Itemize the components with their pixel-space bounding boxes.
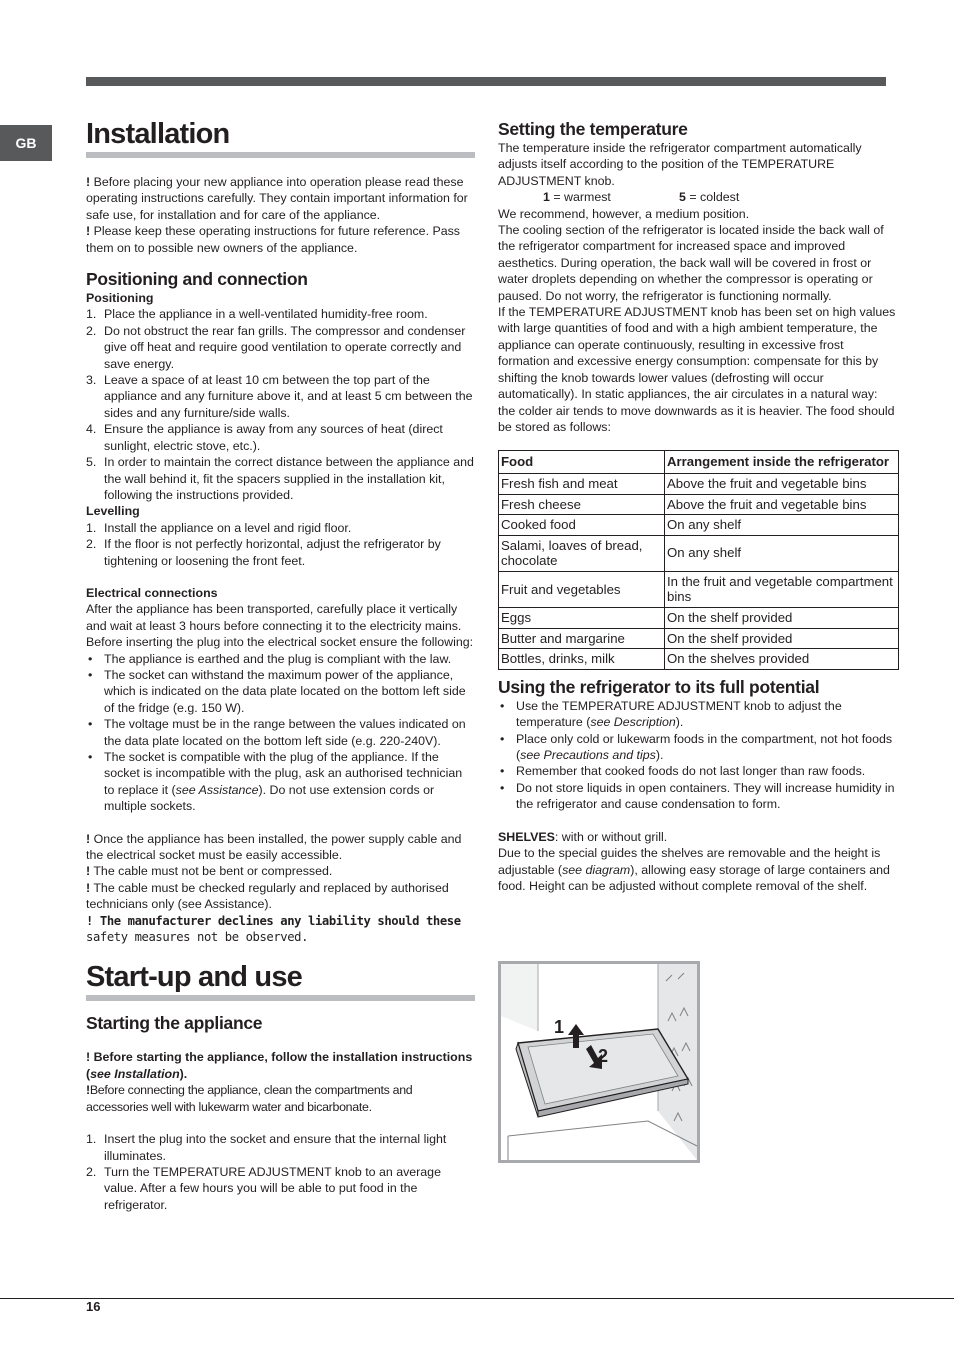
starting-heading: Starting the appliance [86,1013,263,1034]
using-heading: Using the refrigerator to its full potential [498,676,820,697]
shelves-label-line: SHELVES: with or without grill. [498,829,668,844]
table-header-row [499,451,899,474]
table-cell: Above the fruit and vegetable bins [665,473,899,494]
warning-para-1: ! Once the appliance has been installed, the power supply cable and the electrical socket must be easily accessible. [86,831,462,863]
list-item: 2. If the floor is not perfectly horizontal, adjust the refrigerator by tightening or loosening the front feet. [86,537,441,568]
intro-para-2: ! Please keep these operating instructions for future reference. Pass them on to possible new owners of the appliance. [86,224,461,255]
liability-line-2: safety measures not be observed. [86,930,308,945]
positioning-subheading: Positioning [86,291,154,306]
table-row [499,473,899,494]
clean-note: !Before connecting the appliance, clean the compartments and accessories well with lukewarm water and bicarbonate. [86,1083,413,1114]
table-cell: Fresh fish and meat [499,473,665,494]
shelf-illustration [498,961,700,1163]
temperature-para-4: If the TEMPERATURE ADJUSTMENT knob has been set on high values with large quantities of food and with a high ambient temperature, the appliance can operate continuously, resulting in excessive frost formation and excessive energy consumption: compensate for this by shifting the knob towards lower values (defrosting will occur automatically). In static appliances, the air circulates in a natural way: the colder air tends to move downwards as it is heavier. The food should be stored as follows: [498,305,896,434]
list-item: 2. Do not obstruct the rear fan grills. The compressor and condenser give off heat and require good ventilation to operate correctly and save energy. [86,323,466,371]
liability-line-1: ! The manufacturer declines any liability should these [86,913,461,928]
list-item: 5. In order to maintain the correct distance between the appliance and the wall behind it, fit the spacers supplied in the installation kit, following the instructions provided. [86,455,474,502]
list-item: • Place only cold or lukewarm foods in the compartment, not hot foods (see Precautions and tips). [500,731,893,763]
table-row [499,535,899,571]
temperature-scale: 1 = warmest 5 = coldest [543,190,740,205]
table-row [499,649,899,670]
table-cell: Fresh cheese [499,494,665,515]
startup-warning: ! Before starting the appliance, follow the installation instructions (see Installation). [86,1050,473,1081]
list-item: • Do not store liquids in open containers. They will increase humidity in the refrigerator and cause condensation to form. [500,780,895,812]
temperature-heading: Setting the temperature [498,119,688,139]
table-row [499,608,899,629]
top-header-bar [86,77,886,86]
list-item: • The socket can withstand the maximum power of the appliance, which is indicated on the data plate located on the bottom left side of the fridge (e.g. 150 W). [88,667,466,715]
startup-steps [86,1131,475,1213]
table-cell: On any shelf [665,515,899,536]
list-item: 2. Turn the TEMPERATURE ADJUSTMENT knob to an average value. After a few hours you will be able to put food in the refrigerator. [86,1164,441,1212]
table-row [499,515,899,536]
warning-para-3: ! The cable must be checked regularly and replaced by authorised technicians only (see Assistance). [86,880,449,912]
table-cell: On any shelf [665,535,899,571]
table-cell: On the shelf provided [665,628,899,649]
list-item: 3. Leave a space of at least 10 cm between the top part of the appliance and any furniture above it, and at least 5 cm between the sides and any furniture/side walls. [86,373,473,420]
installation-title: Installation [86,118,230,150]
table-cell: In the fruit and vegetable compartment bins [665,571,899,607]
header-cell: Arrangement inside the refrigerator [665,451,899,474]
table-row [499,628,899,649]
header-cell: Food [499,451,665,474]
list-item: • The voltage must be in the range between the values indicated on the data plate located on the bottom left side (e.g. 220-240V). [88,717,466,748]
temperature-para-1: The temperature inside the refrigerator compartment automatically adjusts itself according to the position of the TEMPERATURE ADJUSTMENT knob. [498,141,862,188]
language-tab: GB [0,125,52,161]
levelling-list [86,520,475,569]
table-cell: Fruit and vegetables [499,571,665,607]
table-cell: Eggs [499,608,665,629]
shelves-para: Due to the special guides the shelves are removable and the height is adjustable (see diagram), allowing easy storage of large containers and food. Height can be adjusted without complete removal of the shelf. [498,846,890,893]
levelling-subheading: Levelling [86,504,140,519]
electrical-bullets [86,651,475,815]
list-item: • The socket is compatible with the plug of the appliance. If the socket is incompatible with the plug, ask an authorised technician to replace it (see Assistance). Do not use extension cords or multiple sockets. [88,750,463,814]
food-storage-table [498,450,899,670]
table-cell: Salami, loaves of bread, chocolate [499,535,665,571]
arrow-label-1: 1 [554,1017,565,1037]
list-item: 1. Insert the plug into the socket and ensure that the internal light illuminates. [86,1132,447,1163]
page-number: 16 [86,1299,101,1314]
warning-para-2: ! The cable must not be bent or compressed. [86,864,333,879]
table-cell: On the shelf provided [665,608,899,629]
table-cell: Bottles, drinks, milk [499,649,665,670]
list-item: • Use the TEMPERATURE ADJUSTMENT knob to adjust the temperature (see Description). [500,698,842,730]
positioning-list [86,306,475,503]
list-item: • The appliance is earthed and the plug is compliant with the law. [88,651,452,666]
table-cell: On the shelves provided [665,649,899,670]
electrical-subheading: Electrical connections [86,585,218,600]
list-item: 1. Place the appliance in a well-ventilated humidity-free room. [86,307,428,322]
table-cell: Butter and margarine [499,628,665,649]
table-cell: Above the fruit and vegetable bins [665,494,899,515]
arrow-label-2: 2 [598,1046,609,1066]
temperature-para-2: We recommend, however, a medium position. [498,206,750,221]
footer-rule [0,1298,954,1299]
intro-para-1: ! Before placing your new appliance into operation please read these operating instructions carefully. They contain important information for safe use, for installation and for care of the appliance. [86,175,468,222]
startup-title: Start-up and use [86,961,302,994]
table-cell: Cooked food [499,515,665,536]
electrical-intro: After the appliance has been transported, carefully place it vertically and wait at least 3 hours before connecting it to the electricity mains. Before inserting the plug into the electrical socket ensure the following: [86,602,474,650]
right-column [498,118,898,894]
table-row [499,571,899,607]
list-item: • Remember that cooked foods do not last longer than raw foods. [500,764,866,779]
positioning-heading: Positioning and connection [86,269,308,290]
left-column [86,116,475,1213]
using-bullets [498,698,898,813]
list-item: 1. Install the appliance on a level and rigid floor. [86,520,352,535]
shelf-diagram [498,961,700,1163]
temperature-para-3: The cooling section of the refrigerator is located inside the back wall of the refrigerator compartment for increased space and improved aesthetics. During operation, the back wall will be covered in frost or water droplets depending on whether the compressor is operating or paused. Do not worry, the refrigerator is functioning normally. [498,223,884,303]
table-row [499,494,899,515]
list-item: 4. Ensure the appliance is away from any sources of heat (direct sunlight, electric stove, etc.). [86,422,443,453]
